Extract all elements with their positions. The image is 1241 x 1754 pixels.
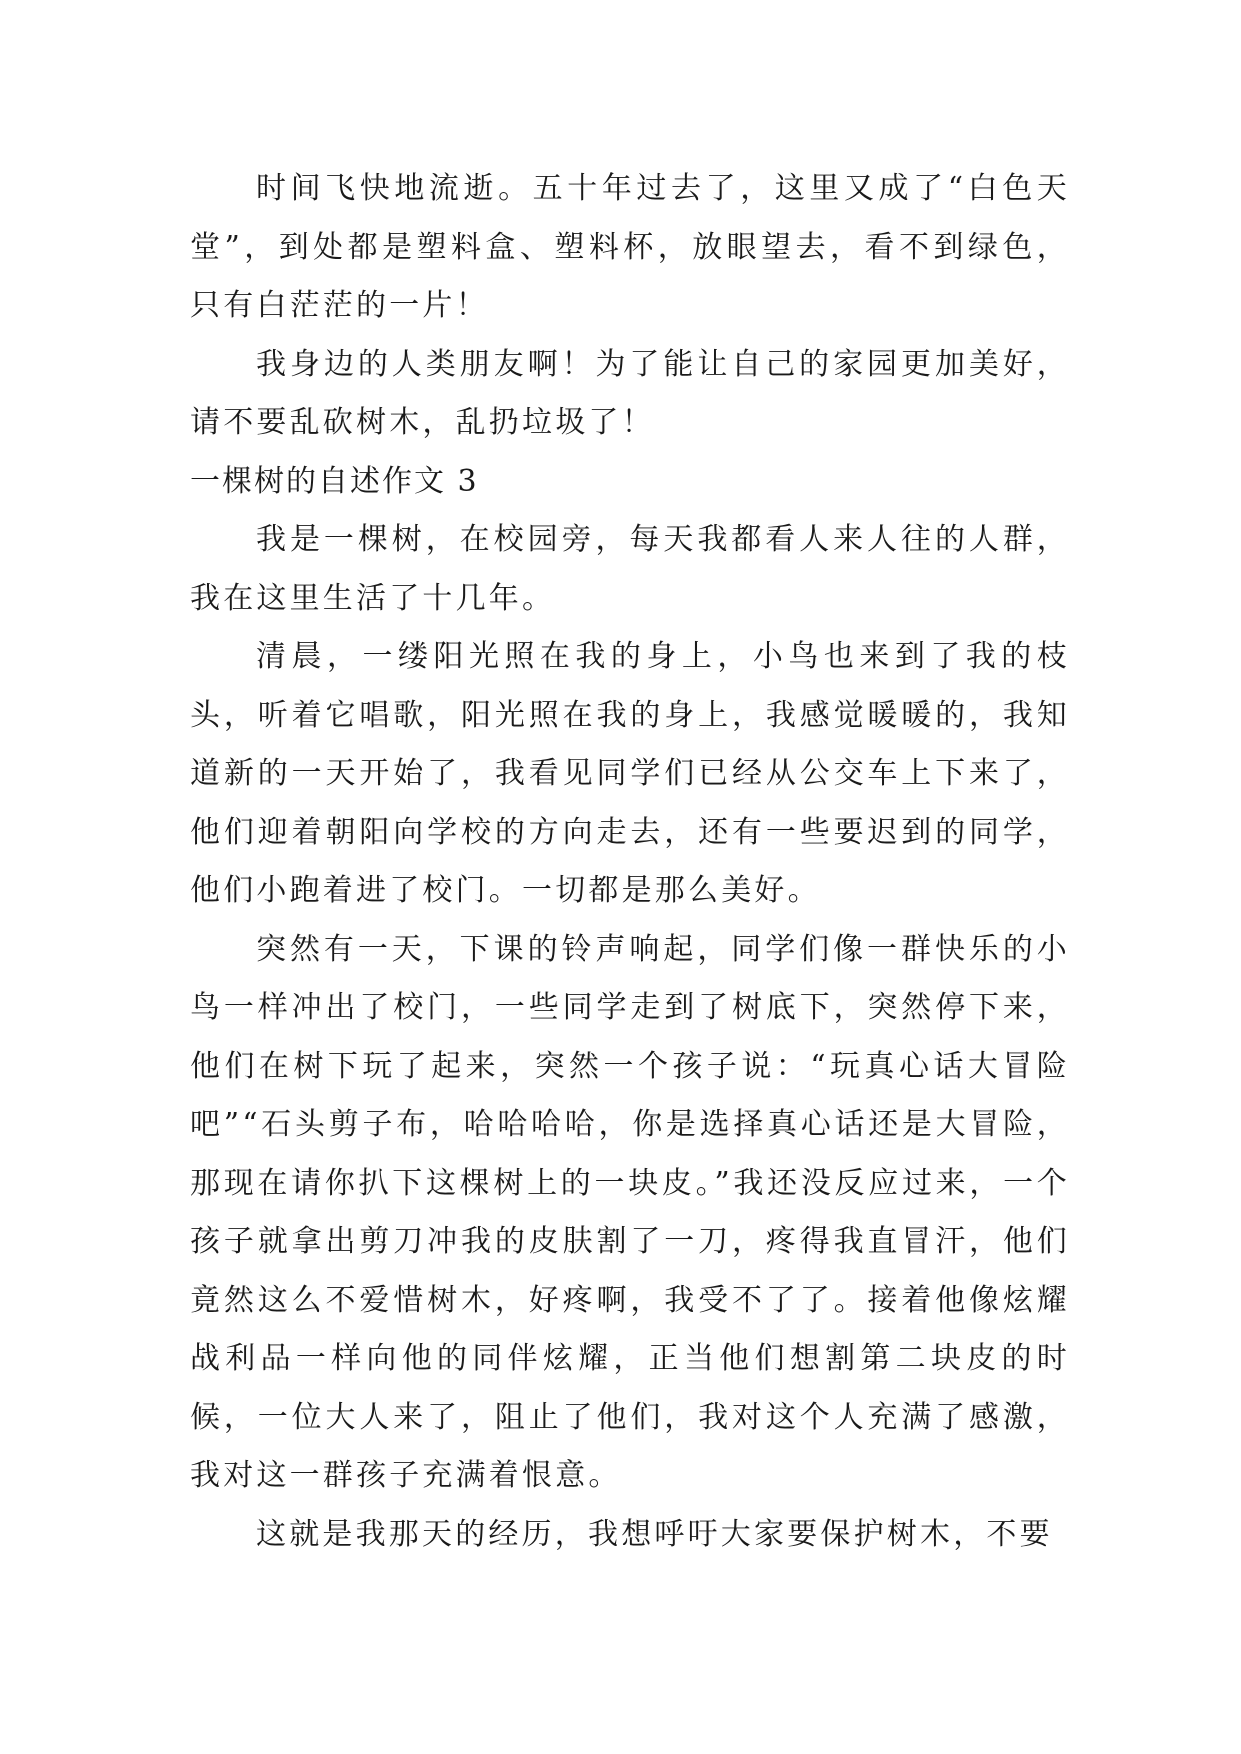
- paragraph-intro: 我是一棵树，在校园旁，每天我都看人来人往的人群，我在这里生活了十几年。: [190, 522, 1070, 616]
- paragraph-white-heaven: 时间飞快地流逝。五十年过去了，这里又成了“白色天堂”，到处都是塑料盒、塑料杯，放眼望去，看不到绿色，只有白茫茫的一片！: [190, 171, 1070, 323]
- document-body: [190, 160, 1070, 1564]
- paragraph-conclusion: 这就是我那天的经历，我想呼吁大家要保护树木，不要: [256, 1516, 1053, 1552]
- paragraph-morning: 清晨，一缕阳光照在我的身上，小鸟也来到了我的枝头，听着它唱歌，阳光照在我的身上，我感觉暖暖的，我知道新的一天开始了，我看见同学们已经从公交车上下来了，他们迎着朝阳向学校的方向走去，还有一些要迟到的同学，他们小跑着进了校门。一切都是那么美好。: [190, 639, 1070, 908]
- paragraph-appeal: 我身边的人类朋友啊！为了能让自己的家园更加美好，请不要乱砍树木，乱扔垃圾了！: [190, 346, 1070, 440]
- paragraph-incident: 突然有一天，下课的铃声响起，同学们像一群快乐的小鸟一样冲出了校门，一些同学走到了树底下，突然停下来，他们在树下玩了起来，突然一个孩子说：“玩真心话大冒险吧”“石头剪子布，哈哈哈哈，你是选择真心话还是大冒险，那现在请你扒下这棵树上的一块皮。”我还没反应过来，一个孩子就拿出剪刀冲我的皮肤割了一刀，疼得我直冒汗，他们竟然这么不爱惜树木，好疼啊，我受不了了。接着他像炫耀战利品一样向他的同伴炫耀，正当他们想割第二块皮的时候，一位大人来了，阻止了他们，我对这个人充满了感激，我对这一群孩子充满着恨意。: [190, 931, 1070, 1493]
- section-title: 一棵树的自述作文 3: [190, 463, 479, 499]
